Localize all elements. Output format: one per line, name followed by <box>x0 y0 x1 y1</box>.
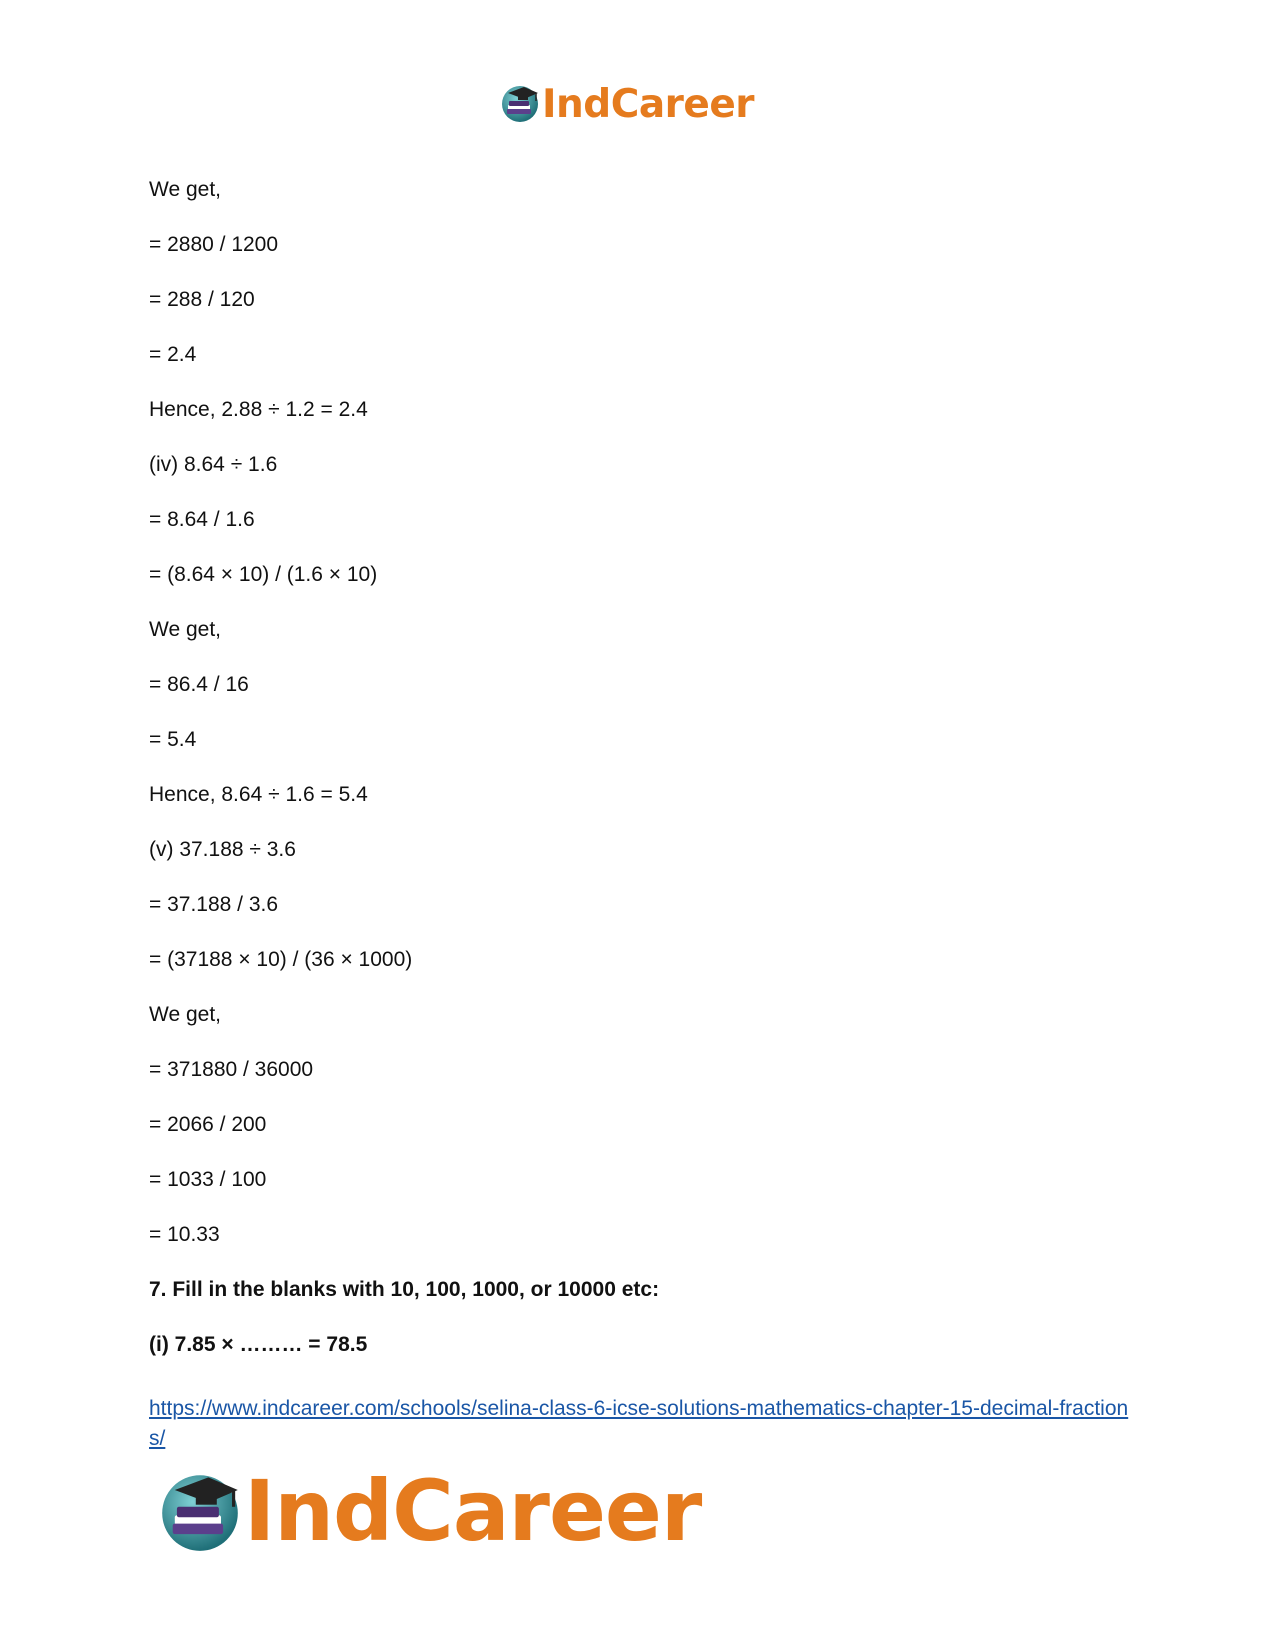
solution-line: = 2.4 <box>149 343 197 366</box>
header-logo-text: IndCareer <box>542 81 754 127</box>
footer-logo-text: IndCareer <box>244 1462 702 1560</box>
solution-line: = (8.64 × 10) / (1.6 × 10) <box>149 563 378 586</box>
header-logo <box>500 80 754 126</box>
graduation-book-icon <box>500 83 540 123</box>
solution-line: We get, <box>149 618 221 641</box>
solution-line: = 37.188 / 3.6 <box>149 893 279 916</box>
solution-line: We get, <box>149 1003 221 1026</box>
solution-line: We get, <box>149 178 221 201</box>
footer-logo <box>158 1462 702 1560</box>
solution-line: = 5.4 <box>149 728 197 751</box>
solution-line: = (37188 × 10) / (36 × 1000) <box>149 948 413 971</box>
solution-content <box>149 178 1129 1388</box>
solution-line: = 8.64 / 1.6 <box>149 508 255 531</box>
source-link[interactable]: https://www.indcareer.com/schools/selina-class-6-icse-solutions-mathematics-chapter-15-decimal-fractions/ <box>149 1397 1129 1450</box>
solution-line: = 2066 / 200 <box>149 1113 267 1136</box>
solution-line: Hence, 8.64 ÷ 1.6 = 5.4 <box>149 783 368 806</box>
solution-line: = 288 / 120 <box>149 288 255 311</box>
solution-line: (v) 37.188 ÷ 3.6 <box>149 838 296 861</box>
question-text: (i) 7.85 × ……… = 78.5 <box>149 1333 368 1356</box>
solution-line: = 10.33 <box>149 1223 220 1246</box>
solution-line: = 2880 / 1200 <box>149 233 279 256</box>
question-text: 7. Fill in the blanks with 10, 100, 1000, or 10000 etc: <box>149 1278 660 1301</box>
solution-line: = 86.4 / 16 <box>149 673 249 696</box>
solution-line: = 1033 / 100 <box>149 1168 267 1191</box>
solution-line: = 371880 / 36000 <box>149 1058 314 1081</box>
solution-line: (iv) 8.64 ÷ 1.6 <box>149 453 278 476</box>
solution-line: Hence, 2.88 ÷ 1.2 = 2.4 <box>149 398 368 421</box>
graduation-book-icon <box>158 1469 242 1553</box>
